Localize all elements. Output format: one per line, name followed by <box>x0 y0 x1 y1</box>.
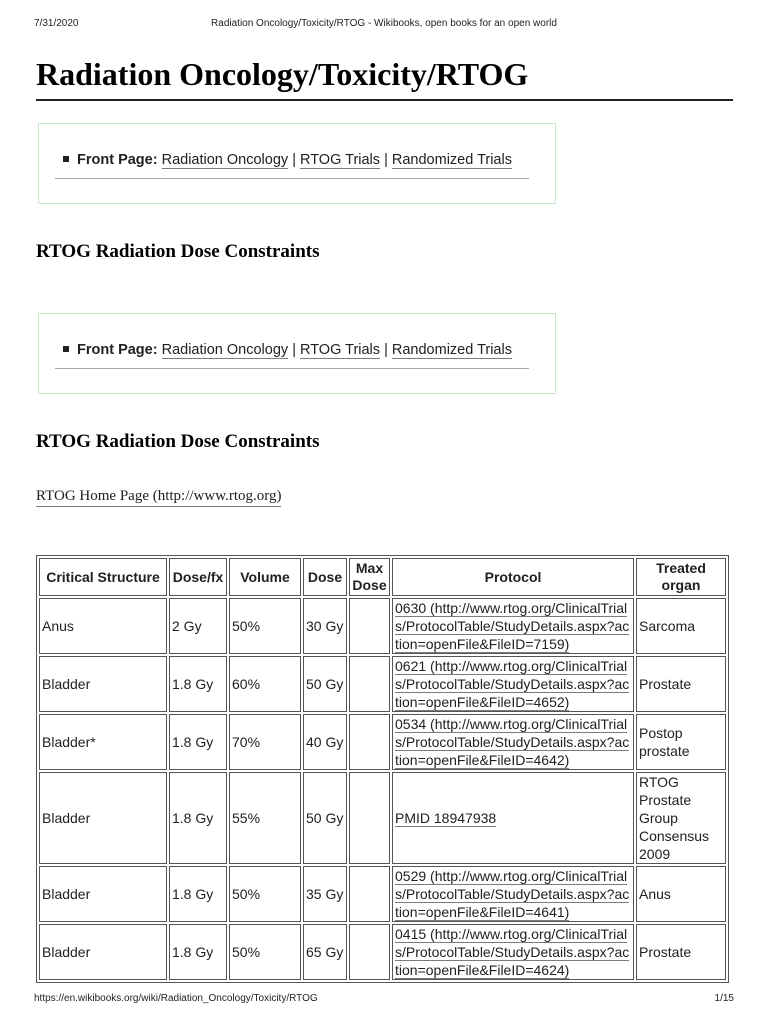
cell-dose-fx: 1.8 Gy <box>169 866 227 922</box>
cell-structure: Bladder <box>39 924 167 980</box>
randomized-trials-link[interactable]: Randomized Trials <box>391 152 512 168</box>
print-date: 7/31/2020 <box>34 18 79 29</box>
print-url: https://en.wikibooks.org/wiki/Radiation_Oncology/Toxicity/RTOG <box>34 993 318 1004</box>
cell-dose: 30 Gy <box>303 598 347 654</box>
cell-volume: 70% <box>229 714 301 770</box>
page-number: 1/15 <box>714 993 734 1004</box>
print-footer <box>34 993 734 1007</box>
radiation-oncology-link[interactable]: Radiation Oncology <box>161 152 289 168</box>
cell-volume: 55% <box>229 772 301 864</box>
cell-volume: 50% <box>229 924 301 980</box>
cell-dose: 35 Gy <box>303 866 347 922</box>
cell-dose-fx: 1.8 Gy <box>169 924 227 980</box>
protocol-link[interactable]: 0529 (http://www.rtog.org/ClinicalTrials/ProtocolTable/StudyDetails.aspx?action=openFile&FileID=4641) <box>395 868 630 920</box>
column-header-volume: Volume <box>229 558 301 596</box>
rtog-trials-link[interactable]: RTOG Trials <box>300 152 381 168</box>
nav-separator: | <box>292 152 296 168</box>
cell-structure: Anus <box>39 598 167 654</box>
cell-dose: 65 Gy <box>303 924 347 980</box>
cell-structure: Bladder <box>39 772 167 864</box>
front-page-nav <box>55 340 529 369</box>
radiation-oncology-link[interactable]: Radiation Oncology <box>161 342 289 358</box>
bullet-icon <box>63 346 69 352</box>
cell-structure: Bladder* <box>39 714 167 770</box>
rtog-home-page-link[interactable]: RTOG Home Page (http://www.rtog.org) <box>36 487 281 507</box>
cell-treated-organ: Prostate <box>636 656 726 712</box>
cell-dose-fx: 1.8 Gy <box>169 772 227 864</box>
front-page-nav-box <box>38 123 556 204</box>
protocol-link[interactable]: PMID 18947938 <box>395 810 497 826</box>
cell-protocol <box>392 714 634 770</box>
column-header-treated-organ: Treated organ <box>636 558 726 596</box>
table-row <box>39 656 726 712</box>
column-header-max-dose: Max Dose <box>349 558 390 596</box>
protocol-link[interactable]: 0630 (http://www.rtog.org/ClinicalTrials/ProtocolTable/StudyDetails.aspx?action=openFile&FileID=7159) <box>395 600 630 652</box>
table-row <box>39 772 726 864</box>
front-page-label: Front Page: <box>77 342 158 358</box>
column-header-protocol: Protocol <box>392 558 634 596</box>
nav-separator: | <box>384 342 388 358</box>
column-header-dose: Dose <box>303 558 347 596</box>
cell-volume: 50% <box>229 866 301 922</box>
print-document-title: Radiation Oncology/Toxicity/RTOG - Wikibooks, open books for an open world <box>211 18 557 29</box>
cell-max-dose <box>349 714 390 770</box>
cell-dose: 40 Gy <box>303 714 347 770</box>
table-row <box>39 714 726 770</box>
page-title: Radiation Oncology/Toxicity/RTOG <box>36 54 733 101</box>
print-header <box>34 18 734 32</box>
table-header-row <box>39 558 726 596</box>
protocol-link[interactable]: 0534 (http://www.rtog.org/ClinicalTrials/ProtocolTable/StudyDetails.aspx?action=openFile&FileID=4642) <box>395 716 630 768</box>
table-row <box>39 598 726 654</box>
cell-protocol <box>392 656 634 712</box>
cell-volume: 60% <box>229 656 301 712</box>
protocol-link[interactable]: 0415 (http://www.rtog.org/ClinicalTrials/ProtocolTable/StudyDetails.aspx?action=openFile&FileID=4624) <box>395 926 630 978</box>
cell-dose-fx: 2 Gy <box>169 598 227 654</box>
cell-max-dose <box>349 866 390 922</box>
cell-protocol <box>392 772 634 864</box>
cell-max-dose <box>349 598 390 654</box>
section-heading-dose-constraints: RTOG Radiation Dose Constraints <box>36 431 320 452</box>
cell-protocol <box>392 866 634 922</box>
cell-treated-organ: Anus <box>636 866 726 922</box>
cell-dose-fx: 1.8 Gy <box>169 714 227 770</box>
cell-volume: 50% <box>229 598 301 654</box>
cell-treated-organ: RTOG Prostate Group Consensus 2009 <box>636 772 726 864</box>
cell-structure: Bladder <box>39 866 167 922</box>
cell-dose-fx: 1.8 Gy <box>169 656 227 712</box>
cell-protocol <box>392 924 634 980</box>
cell-treated-organ: Sarcoma <box>636 598 726 654</box>
table-row <box>39 866 726 922</box>
cell-dose: 50 Gy <box>303 772 347 864</box>
cell-max-dose <box>349 924 390 980</box>
column-header-dose-fx: Dose/fx <box>169 558 227 596</box>
cell-dose: 50 Gy <box>303 656 347 712</box>
cell-treated-organ: Prostate <box>636 924 726 980</box>
cell-protocol <box>392 598 634 654</box>
cell-treated-organ: Postop prostate <box>636 714 726 770</box>
front-page-label: Front Page: <box>77 152 158 168</box>
dose-constraints-table <box>36 555 729 983</box>
table-row <box>39 924 726 980</box>
cell-max-dose <box>349 656 390 712</box>
cell-max-dose <box>349 772 390 864</box>
section-heading-dose-constraints: RTOG Radiation Dose Constraints <box>36 241 320 262</box>
front-page-nav <box>55 150 529 179</box>
nav-separator: | <box>292 342 296 358</box>
randomized-trials-link[interactable]: Randomized Trials <box>391 342 512 358</box>
front-page-nav-box <box>38 313 556 394</box>
column-header-critical-structure: Critical Structure <box>39 558 167 596</box>
protocol-link[interactable]: 0621 (http://www.rtog.org/ClinicalTrials/ProtocolTable/StudyDetails.aspx?action=openFile&FileID=4652) <box>395 658 630 710</box>
cell-structure: Bladder <box>39 656 167 712</box>
nav-separator: | <box>384 152 388 168</box>
bullet-icon <box>63 156 69 162</box>
rtog-trials-link[interactable]: RTOG Trials <box>300 342 381 358</box>
